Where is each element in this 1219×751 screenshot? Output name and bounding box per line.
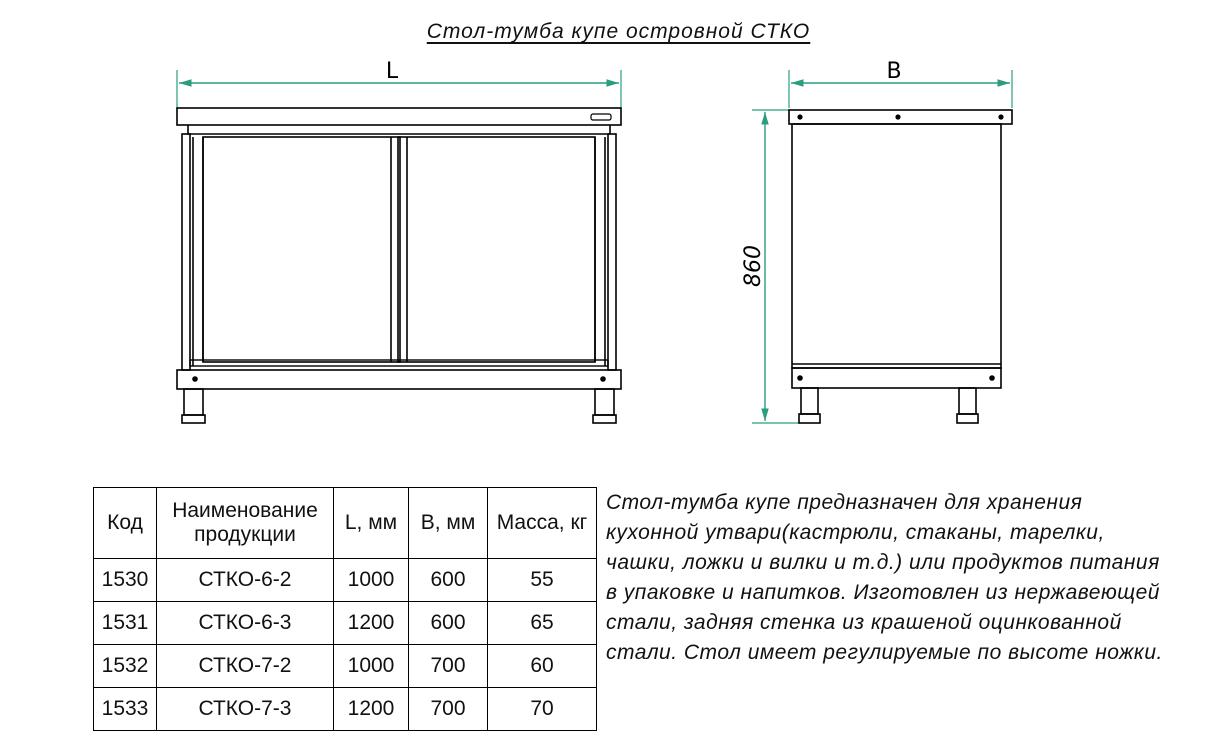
height-label: 860 [741,245,766,287]
cell-code: 1533 [94,688,157,731]
cell-width: 700 [409,645,488,688]
header-name: Наименование продукции [157,488,334,559]
cell-mass: 65 [488,602,597,645]
drawing-title: Стол-тумба купе островной СТКО [426,20,811,43]
cell-name: СТКО-7-3 [157,688,334,731]
cell-code: 1532 [94,645,157,688]
table-row [94,602,597,645]
table-header-row [94,488,597,559]
cell-name: СТКО-6-3 [157,602,334,645]
cell-code: 1530 [94,559,157,602]
cell-width: 600 [409,602,488,645]
length-label: L [385,59,399,84]
table-row [94,559,597,602]
cell-code: 1531 [94,602,157,645]
cell-length: 1000 [334,559,409,602]
cell-name: СТКО-7-2 [157,645,334,688]
header-code: Код [94,488,157,559]
cell-length: 1000 [334,645,409,688]
side-view [752,70,1012,423]
spec-table [93,487,597,731]
cell-mass: 70 [488,688,597,731]
product-description: Стол-тумба купе предназначен для хранения кухонной утвари(кастрюли, стаканы, тарелки, чашки, ложки и вилки и т.д.) или продуктов питания в упаковке и напитков. Изготовлен из нержавеющей стали, задняя стенка из крашеной оцинкованной стали. Стол имеет регулируемые по высоте ножки. [606,491,1163,664]
header-length: L, мм [334,488,409,559]
cell-length: 1200 [334,602,409,645]
header-mass: Масса, кг [488,488,597,559]
header-width: B, мм [409,488,488,559]
cell-name: СТКО-6-2 [157,559,334,602]
width-label: B [886,59,902,84]
cell-width: 600 [409,559,488,602]
cell-width: 700 [409,688,488,731]
table-row [94,688,597,731]
cell-length: 1200 [334,688,409,731]
cell-mass: 55 [488,559,597,602]
front-view [177,70,621,423]
table-row [94,645,597,688]
cell-mass: 60 [488,645,597,688]
dimension-length [177,70,621,108]
